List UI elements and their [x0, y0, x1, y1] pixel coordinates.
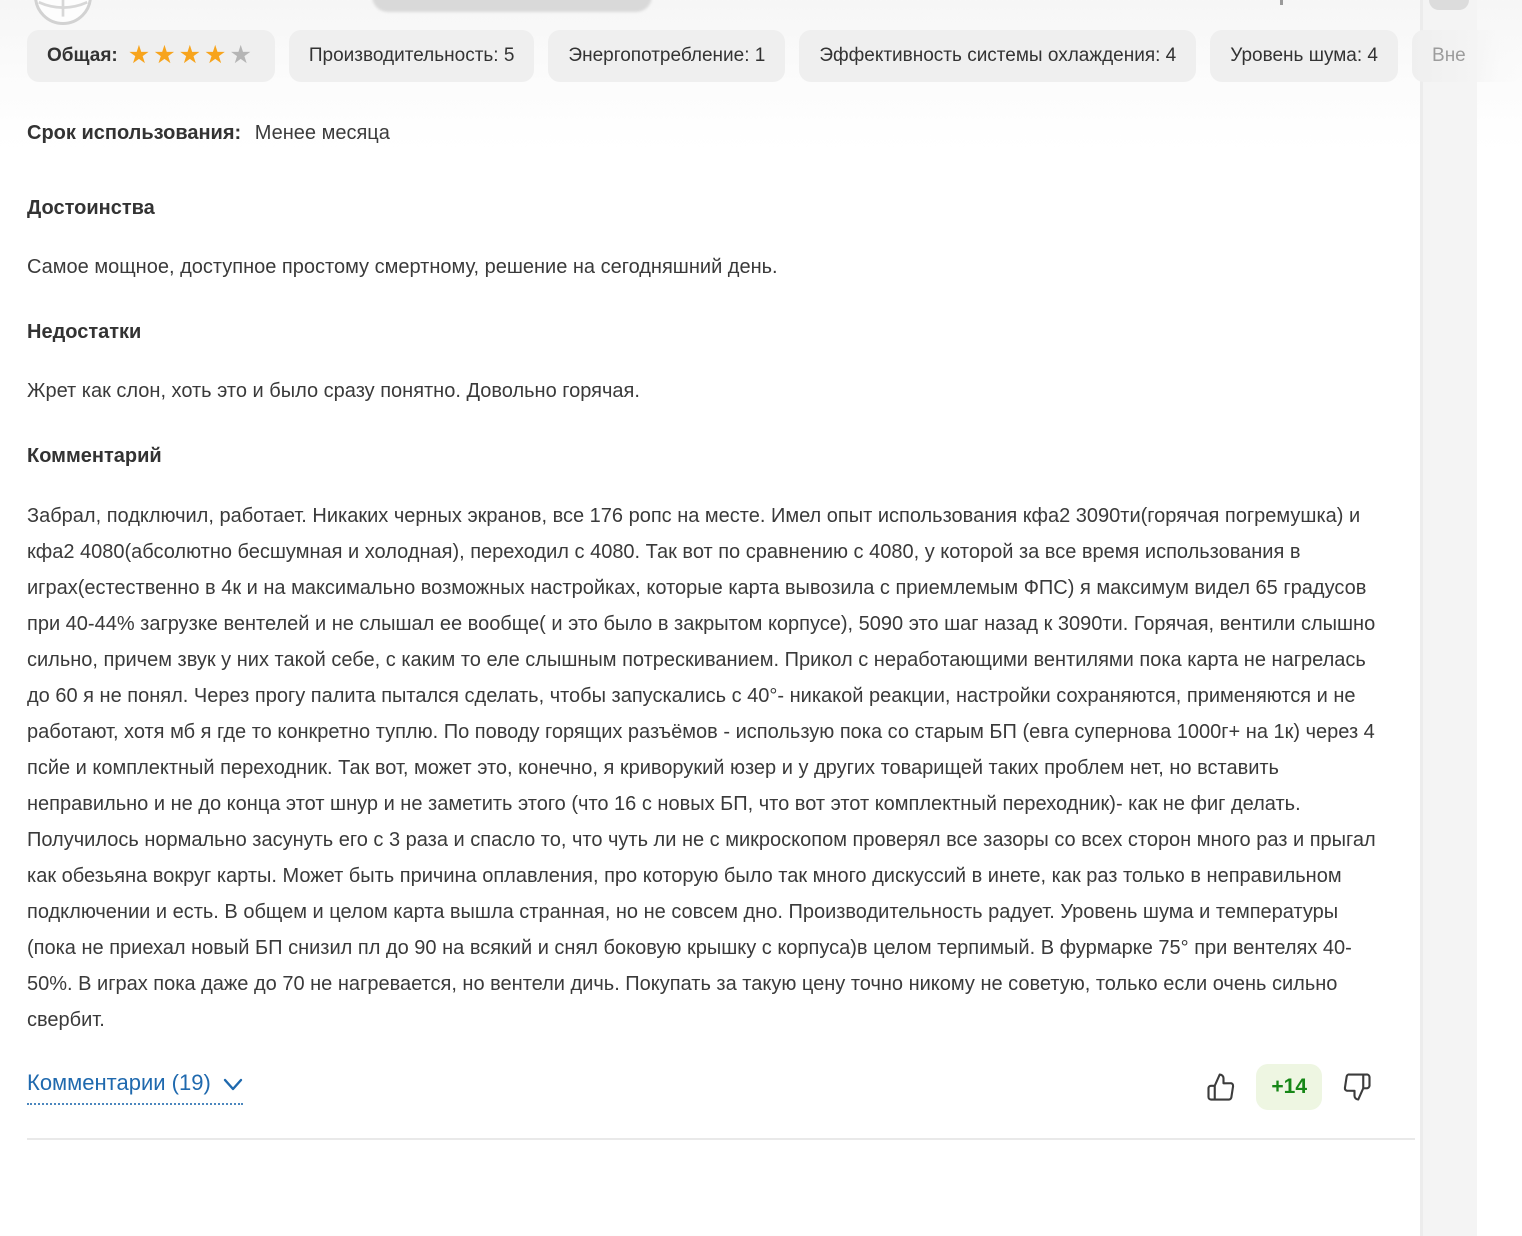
chevron-down-icon [223, 1078, 243, 1092]
rating-pill-power: Энергопотребление: 1 [548, 30, 785, 82]
rating-pill-appearance-truncated: Вне [1412, 30, 1522, 82]
star-rating [127, 40, 255, 69]
thumbs-up-icon [1206, 1072, 1236, 1102]
thumbs-up-button[interactable] [1206, 1072, 1236, 1102]
rating-pill-performance: Производительность: 5 [289, 30, 535, 82]
section-divider [27, 1138, 1415, 1140]
comments-toggle-link[interactable] [27, 1070, 243, 1105]
pros-heading: Достоинства [27, 197, 155, 219]
ratings-row [27, 30, 1466, 82]
cons-text: Жрет как слон, хоть это и было сразу понятно. Довольно горячая. [27, 380, 640, 402]
pros-text: Самое мощное, доступное простому смертному, решение на сегодняшний день. [27, 256, 778, 278]
review-footer [27, 1064, 1372, 1110]
usage-period-value: Менее месяца [254, 122, 390, 144]
comments-toggle-label: Комментарии (19) [27, 1069, 211, 1095]
comment-heading: Комментарий [27, 445, 162, 467]
review-card [27, 0, 1466, 1140]
vote-widget [1206, 1064, 1372, 1110]
star-icon-empty: ★ [229, 40, 255, 69]
vote-count-badge: +14 [1256, 1064, 1322, 1110]
usage-period-label: Срок использования: [27, 122, 242, 144]
rating-pill-overall [27, 30, 275, 82]
star-icon-filled: ★ [127, 40, 154, 69]
rating-pill-cooling: Эффективность системы охлаждения: 4 [799, 30, 1196, 82]
thumbs-down-button[interactable] [1342, 1072, 1372, 1102]
rating-pill-noise: Уровень шума: 4 [1210, 30, 1398, 82]
star-icon-filled: ★ [178, 40, 205, 69]
cons-heading: Недостатки [27, 321, 142, 343]
thumbs-down-icon [1342, 1072, 1372, 1102]
scrollbar-thumb[interactable] [1429, 0, 1469, 10]
comment-text: Забрал, подключил, работает. Никаких черных экранов, все 176 ропс на месте. Имел опыт использования кфа2 3090ти(горячая погремушка) и кфа2 4080(абсолютно бесшумная и холодная), переходил с 4080. Так вот по сравнению с 4080, у которой за все время использования в играх(естественно в 4к и на максимально возможных настройках, которые карта вывозила с приемлемым ФПС) я максимум видел 65 градусов при 40-44% загрузке вентелей и не слышал ее вообще( и это было в закрытом корпусе), 5090 это шаг назад к 3090ти. Горячая, вентили слышно сильно, причем звук у них такой себе, с каким то еле слышным потрескиванием. Прикол с неработающими вентилями пока карта не нагрелась до 60 я не понял. Через прогу палита пытался сделать, чтобы запускались с 40°- никакой реакции, настройки сохраняются, применяются и не работают, хотя мб я где то конкретно туплю. По поводу горящих разъёмов - использую пока со старым БП (евга супернова 1000г+ на 1к) через 4 псйе и комплектный переходник. Так вот, может это, конечно, я криворукий юзер и у других товарищей таких проблем нет, но вставить неправильно и не до конца этот шнур и не заметить этого (что 16 с новых БП, что вот этот комплектный переходник)- как не фиг делать. Получилось нормально засунуть его с 3 раза и спасло то, что чуть ли не с микроскопом проверял все зазоры со всех сторон много раз и прыгал как обезьяна вокруг карты. Может быть причина оплавления, про которую было так много дискуссий в инете, как раз только в неправильном подключении и есть. В общем и целом карта вышла странная, но не совсем дно. Производительность радует. Уровень шума и температуры (пока не приехал новый БП снизил пл до 90 на всякий и снял боковую крышку с корпуса)в целом терпимый. В фурмарке 75° при вентелях 40-50%. В играх пока даже до 70 не нагревается, но вентели дичь. Покупать за такую цену точно никому не советую, только если очень сильно свербит. [27, 505, 1376, 1031]
star-icon-filled: ★ [204, 40, 230, 69]
overall-rating-label: Общая: [47, 45, 118, 66]
scrollbar-track[interactable] [1420, 0, 1477, 1236]
usage-period-row [27, 122, 1417, 145]
star-icon-filled: ★ [153, 40, 179, 69]
